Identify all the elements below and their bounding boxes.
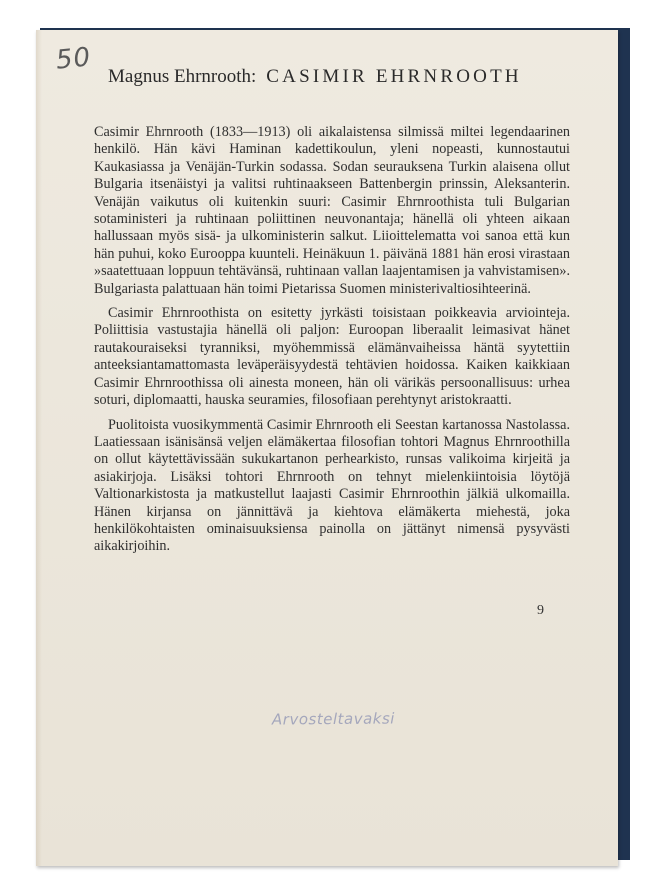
blurb-paragraph-3: Puolitoista vuosikymmentä Casimir Ehrnrooth eli Seestan kartanossa Nastolassa. Laatiessaan isänisänsä veljen elämäkertaa filosofian tohtori Magnus Ehrnroothilla on ollut käytettävissään sukukartanon perhearkisto, runsas valikoima kirjeitä ja asiakirjoja. Lisäksi tohtori Ehrnrooth on tehnyt mielenkiintoisia löytöjä Valtionarkistosta ja matkustellut laajasti Casimir Ehrnroothin jälkiä ulkomailla. Hänen kirjansa on jännittävä ja kiehtova elämäkerta miehestä, joka henkilökohtaisten ominaisuuksiensa painolla on jättänyt nimensä pysyvästi aikakirjoihin.	[94, 416, 570, 555]
author-name: Magnus Ehrnrooth:	[108, 66, 257, 87]
blurb-paragraph-2: Casimir Ehrnroothista on esitetty jyrkästi toisistaan poikkeavia arviointeja. Poliittisia vastustajia hänellä oli paljon: Euroopan liberaalit leimasivat hänet rautakouraiseksi tyranniksi, myöhemmissä elämänvaiheissa häntä syytettiin anteeksiantamattomasta leväperäisyydestä tehtävien hoidossa. Kaiken kaikkiaan Casimir Ehrnroothissa oli ainesta moneen, hän oli värikäs persoonallisuus: urhea soturi, diplomaatti, hauska seuramies, filosofiaan perehtynyt aristokraatti.	[94, 305, 570, 409]
handwritten-price-note: 50	[54, 42, 93, 76]
jacket-fold-shadow	[36, 30, 42, 866]
book-header	[108, 66, 578, 88]
review-copy-stamp: Arvosteltavaksi	[271, 709, 395, 729]
book-title: CASIMIR EHRNROOTH	[266, 66, 522, 87]
page-number: 9	[537, 603, 544, 618]
blurb-text	[94, 124, 570, 563]
blurb-paragraph-1: Casimir Ehrnrooth (1833—1913) oli aikalaistensa silmissä miltei legendaarinen henkilö. Hän kävi Haminan kadettikoulun, yleni nopeasti, kunnostautui Kaukasiassa ja Venäjän-Turkin sodassa. Sodan seurauksena Turkin alaisena ollut Bulgaria itsenäistyi ja valitsi ruhtinaakseen Battenbergin prinssin, Aleksanterin. Venäjän vaikutus oli kuitenkin suuri: Casimir Ehrnroothista tuli Bulgarian sotaministeri ja ruhtinaan poliittinen neuvonantaja; hänellä oli yhteen aikaan hallussaan myös sisä- ja ulkoministerin salkut. Liioittelematta voi sanoa että kun hän puhui, koko Eurooppa kuunteli. Heinäkuun 1. päivänä 1881 hän erosi virastaan »saatettuaan loppuun tehtävänsä, ruhtinaan vallan laajentamisen ja vahvistamisen». Bulgariasta palattuaan hän toimi Pietarissa Suomen ministerivaltiosihteerinä.	[94, 124, 570, 297]
